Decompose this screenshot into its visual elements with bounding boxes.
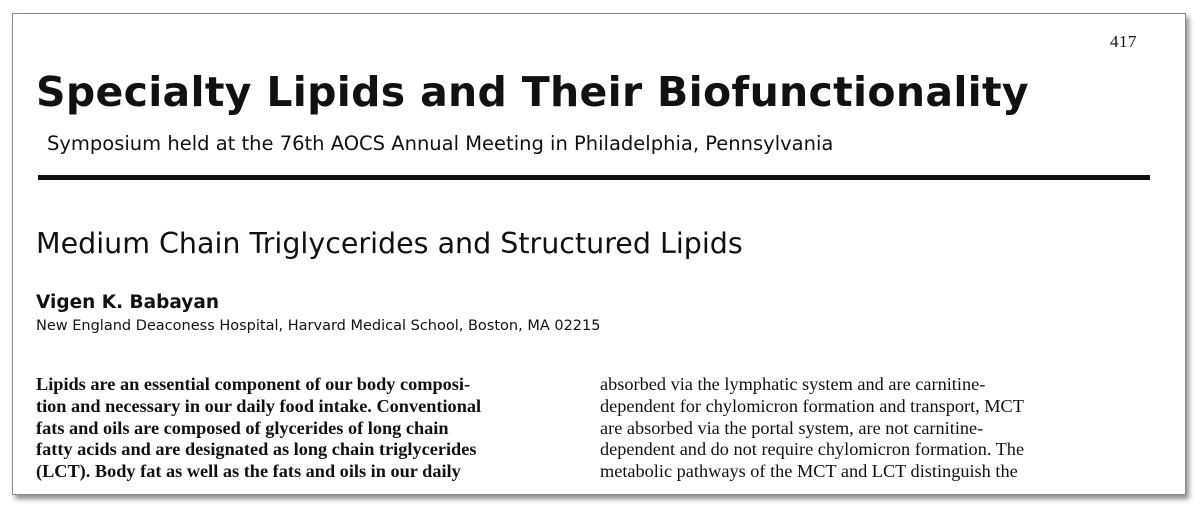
- text-line: tion and necessary in our daily food intake. Conventional: [36, 395, 482, 416]
- text-line: (LCT). Body fat as well as the fats and oils in our daily: [36, 461, 461, 482]
- text-line: dependent for chylomicron formation and transport, MCT: [600, 395, 1024, 416]
- text-line: dependent and do not require chylomicron formation. The: [600, 439, 1025, 460]
- text-line: metabolic pathways of the MCT and LCT distinguish the: [600, 461, 1018, 482]
- paper-page: [12, 13, 1186, 495]
- symposium-title: Specialty Lipids and Their Biofunctionality: [36, 68, 1029, 116]
- text-line: fatty acids and are designated as long chain triglycerides: [36, 439, 477, 460]
- header-rule: [38, 175, 1150, 180]
- author-affiliation: New England Deaconess Hospital, Harvard Medical School, Boston, MA 02215: [36, 318, 601, 334]
- body-right-column: [600, 374, 1024, 483]
- text-line: fats and oils are composed of glycerides of long chain: [36, 417, 449, 438]
- page-number: 417: [1110, 32, 1137, 51]
- article-title: Medium Chain Triglycerides and Structured Lipids: [36, 227, 743, 260]
- author-name: Vigen K. Babayan: [36, 292, 219, 313]
- text-line: absorbed via the lymphatic system and are carnitine-: [600, 374, 986, 394]
- abstract-left-column: [36, 374, 481, 483]
- symposium-subtitle: Symposium held at the 76th AOCS Annual Meeting in Philadelphia, Pennsylvania: [47, 132, 834, 155]
- text-line: Lipids are an essential component of our body composi-: [36, 374, 471, 394]
- text-line: are absorbed via the portal system, are not carnitine-: [600, 417, 984, 438]
